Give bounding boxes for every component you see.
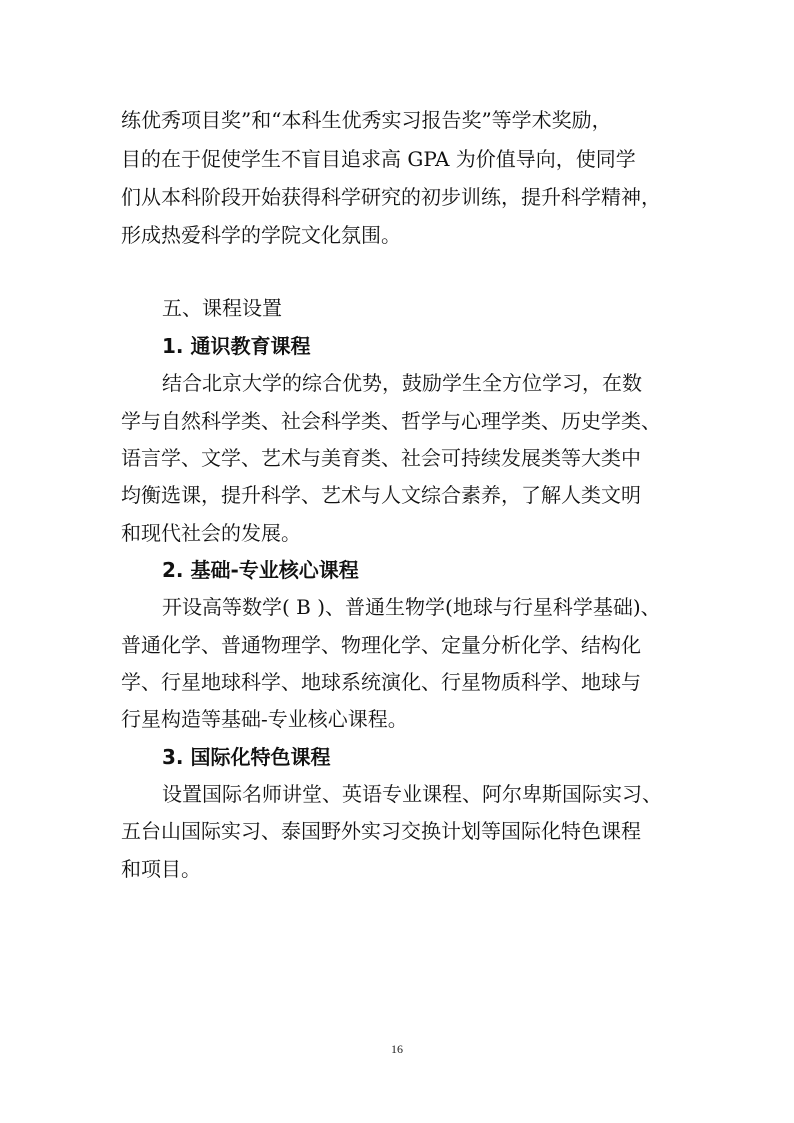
- subsection-1-line-1: 结合北京大学的综合优势，鼓励学生全方位学习，在数: [162, 371, 642, 395]
- subsection-2-line-4: 行星构造等基础-专业核心课程。: [121, 707, 408, 731]
- subsection-2-line-1: 开设高等数学( B )、普通生物学(地球与行星科学基础)、: [162, 595, 661, 619]
- subsection-1-line-5: 和现代社会的发展。: [121, 521, 301, 545]
- subsection-1-title: 1. 通识教育课程: [162, 334, 311, 358]
- subsection-2-line-2: 普通化学、普通物理学、物理化学、定量分析化学、结构化: [121, 633, 641, 657]
- intro-line-1: 练优秀项目奖”和“本科生优秀实习报告奖”等学术奖励，: [121, 108, 612, 132]
- section-heading: 五、课程设置: [162, 296, 282, 320]
- page-number: 16: [391, 1042, 403, 1056]
- intro-line-2: 目的在于促使学生不盲目追求高 GPA 为价值导向，使同学: [121, 147, 636, 171]
- subsection-2-title: 2. 基础-专业核心课程: [162, 558, 359, 582]
- subsection-3-line-1: 设置国际名师讲堂、英语专业课程、阿尔卑斯国际实习、: [162, 782, 662, 806]
- subsection-3-line-3: 和项目。: [121, 857, 201, 881]
- subsection-1-line-2: 学与自然科学类、社会科学类、哲学与心理学类、历史学类、: [121, 409, 661, 433]
- subsection-3-title: 3. 国际化特色课程: [162, 745, 331, 769]
- subsection-2-line-3: 学、行星地球科学、地球系统演化、行星物质科学、地球与: [121, 670, 641, 694]
- intro-line-3: 们从本科阶段开始获得科学研究的初步训练，提升科学精神，: [121, 185, 661, 209]
- intro-line-4: 形成热爱科学的学院文化氛围。: [121, 223, 401, 247]
- subsection-1-line-3: 语言学、文学、艺术与美育类、社会可持续发展类等大类中: [121, 446, 641, 470]
- subsection-3-line-2: 五台山国际实习、泰国野外实习交换计划等国际化特色课程: [121, 819, 641, 843]
- subsection-1-line-4: 均衡选课，提升科学、艺术与人文综合素养，了解人类文明: [121, 483, 641, 507]
